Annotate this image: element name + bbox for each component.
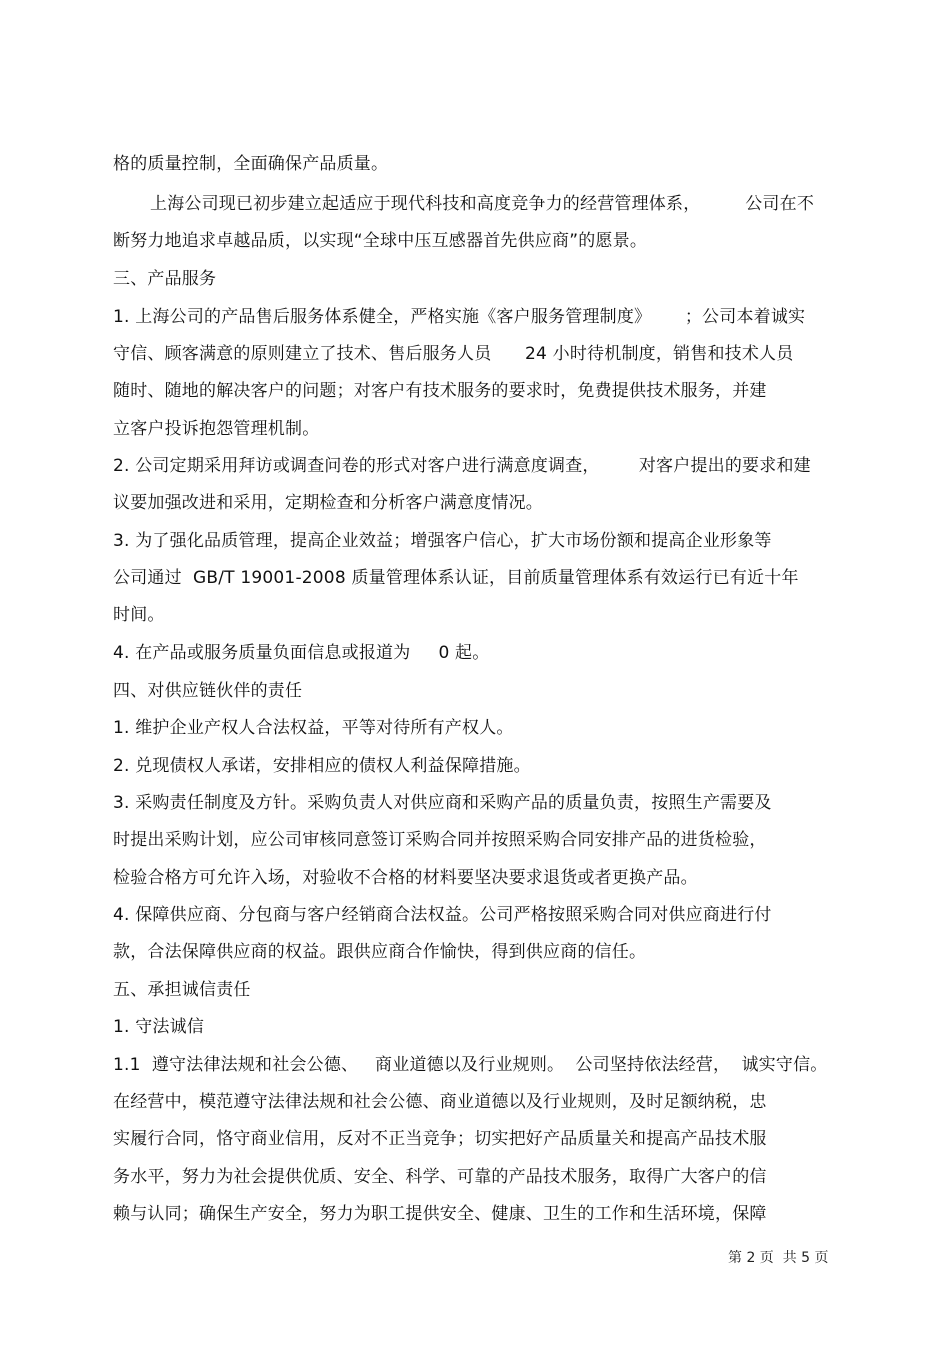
- text-line: 务水平，努力为社会提供优质、安全、科学、可靠的产品技术服务，取得广大客户的信: [113, 1167, 767, 1187]
- text-line: 断努力地追求卓越品质，以实现“全球中压互感器首先供应商”的愿景。: [113, 231, 648, 251]
- text-line: 上海公司现已初步建立起适应于现代科技和高度竞争力的经营管理体系， 公司在不: [150, 194, 815, 214]
- text-line: 随时、随地的解决客户的问题；对客户有技术服务的要求时，免费提供技术服务，并建: [113, 381, 767, 401]
- section-heading: 四、对供应链伙伴的责任: [113, 681, 303, 701]
- text-line: 时间。: [113, 605, 165, 625]
- text-line: 3. 为了强化品质管理，提高企业效益；增强客户信心，扩大市场份额和提高企业形象等: [113, 531, 772, 551]
- text-line: 在经营中，模范遵守法律法规和社会公德、商业道德以及行业规则，及时足额纳税，忠: [113, 1092, 767, 1112]
- text-line: 立客户投诉抱怨管理机制。: [113, 419, 320, 439]
- text-line: 2. 公司定期采用拜访或调查问卷的形式对客户进行满意度调查， 对客户提出的要求和建: [113, 456, 811, 476]
- text-line: 1.1 遵守法律法规和社会公德、 商业道德以及行业规则。 公司坚持依法经营， 诚实守信。: [113, 1055, 828, 1075]
- text-line: 赖与认同；确保生产安全，努力为职工提供安全、健康、卫生的工作和生活环境，保障: [113, 1204, 767, 1224]
- text-line: 实履行合同，恪守商业信用，反对不正当竞争；切实把好产品质量关和提高产品技术服: [113, 1129, 767, 1149]
- text-line: 款，合法保障供应商的权益。跟供应商合作愉快，得到供应商的信任。: [113, 942, 647, 962]
- text-line: 3. 采购责任制度及方针。采购负责人对供应商和采购产品的质量负责，按照生产需要及: [113, 793, 772, 813]
- text-line: 检验合格方可允许入场，对验收不合格的材料要坚决要求退货或者更换产品。: [113, 868, 698, 888]
- text-line: 1. 上海公司的产品售后服务体系健全，严格实施《客户服务管理制度》 ；公司本着诚实: [113, 307, 806, 327]
- text-line: 4. 保障供应商、分包商与客户经销商合法权益。公司严格按照采购合同对供应商进行付: [113, 905, 772, 925]
- section-heading: 五、承担诚信责任: [113, 980, 251, 1000]
- text-line: 1. 维护企业产权人合法权益，平等对待所有产权人。: [113, 718, 514, 738]
- text-line: 议要加强改进和采用，定期检查和分析客户满意度情况。: [113, 493, 543, 513]
- subsection-heading: 1. 守法诚信: [113, 1017, 205, 1037]
- text-line: 公司通过 GB/T 19001-2008 质量管理体系认证，目前质量管理体系有效运行已有近十年: [113, 568, 799, 588]
- text-line: 时提出采购计划，应公司审核同意签订采购合同并按照采购合同安排产品的进货检验，: [113, 830, 767, 850]
- section-heading: 三、产品服务: [113, 269, 217, 289]
- text-line: 守信、顾客满意的原则建立了技术、售后服务人员 24 小时待机制度，销售和技术人员: [113, 344, 794, 364]
- text-line: 2. 兑现债权人承诺，安排相应的债权人利益保障措施。: [113, 756, 531, 776]
- text-line: 4. 在产品或服务质量负面信息或报道为 0 起。: [113, 643, 490, 663]
- text-line: 格的质量控制，全面确保产品质量。: [113, 154, 389, 174]
- page-number-footer: 第 2 页 共 5 页: [728, 1250, 829, 1266]
